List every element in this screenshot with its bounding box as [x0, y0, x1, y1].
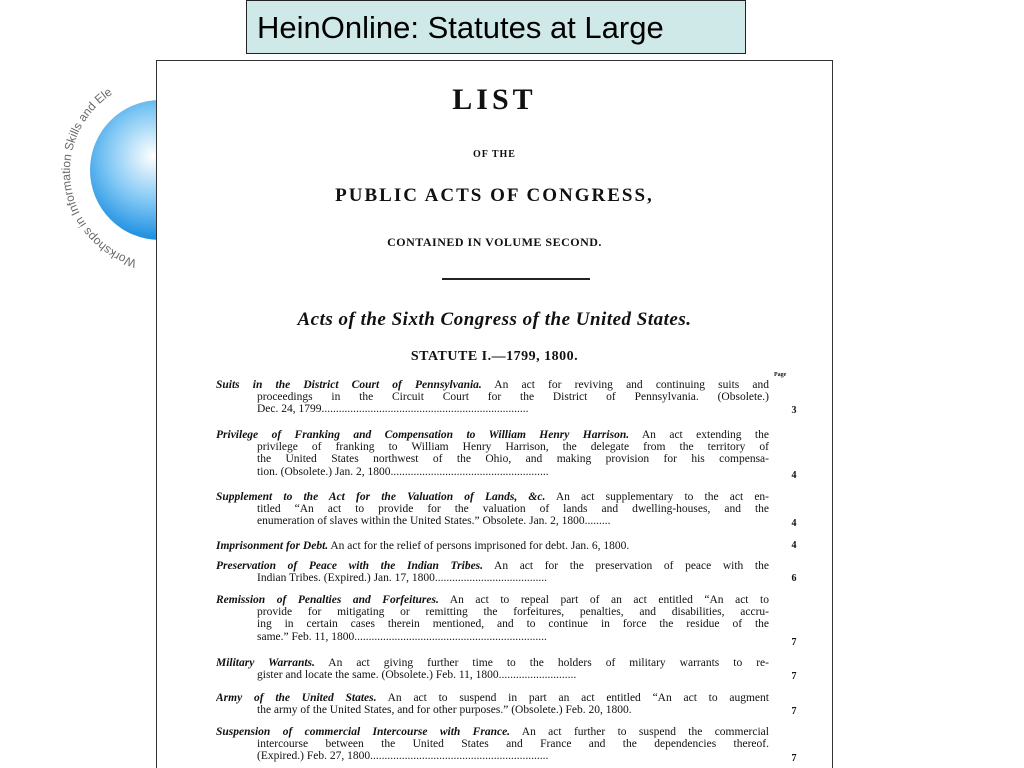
- act-text: An act supplementary to the act en-: [545, 491, 769, 503]
- act-text: provide for mitigating or remitting the forfeitures, penalties, and disabilities, accru-: [257, 606, 769, 619]
- act-text: gister and locate the same. (Obsolete.) Feb. 11, 1800...........................: [257, 669, 577, 682]
- act-text: titled “An act to provide for the valuation of lands and dwelling-houses, and the: [257, 503, 769, 516]
- act-entry: [216, 657, 769, 681]
- heading-divider: [442, 278, 590, 280]
- page-number: 4: [791, 540, 797, 551]
- act-entry: [216, 560, 769, 584]
- act-entry: [216, 692, 769, 716]
- heading-public-acts: PUBLIC ACTS OF CONGRESS,: [335, 185, 654, 206]
- act-entry: [216, 726, 769, 763]
- act-text: An act to repeal part of an act entitled “An act to: [438, 594, 769, 606]
- heading-of-the: OF THE: [473, 149, 516, 160]
- act-text: the army of the United States, and for other purposes.” (Obsolete.) Feb. 20, 1800.: [257, 704, 632, 717]
- act-entry: [216, 491, 769, 528]
- heading-statute: STATUTE I.—1799, 1800.: [410, 349, 579, 364]
- page-column-label: Page: [774, 372, 787, 378]
- act-text: An act for the relief of persons imprisoned for debt. Jan. 6, 1800.: [328, 540, 630, 552]
- page-number: 7: [791, 753, 797, 764]
- act-text: ing in certain cases therein mentioned, and to continue in force the residue of the: [257, 618, 769, 631]
- act-text: (Expired.) Feb. 27, 1800..............................................................: [257, 750, 549, 763]
- act-text: An act for reviving and continuing suits and: [481, 379, 769, 391]
- act-entry: [216, 540, 769, 552]
- act-title: Suits in the District Court of Pennsylvania.: [216, 379, 482, 391]
- act-text: An act to suspend in part an act entitled “An act to augment: [376, 692, 769, 704]
- act-title: Military Warrants.: [216, 657, 315, 669]
- act-entry: [216, 379, 769, 416]
- heading-contained: CONTAINED IN VOLUME SECOND.: [387, 235, 602, 249]
- act-title: Supplement to the Act for the Valuation of Lands, &c.: [216, 491, 546, 503]
- page-number: 6: [791, 573, 797, 584]
- act-text: tion. (Obsolete.) Jan. 2, 1800.......................................................: [257, 465, 549, 478]
- act-text: enumeration of slaves within the United States.” Obsolete. Jan. 2, 1800.........: [257, 515, 611, 528]
- page-number: 7: [791, 706, 797, 717]
- page-number: 4: [791, 470, 797, 481]
- slide-title: HeinOnline: Statutes at Large: [246, 0, 746, 54]
- statute-page-scan: [156, 60, 833, 768]
- logo-globe: [90, 100, 162, 240]
- act-text: Indian Tribes. (Expired.) Jan. 17, 1800.......................................: [257, 572, 548, 585]
- act-entry: [216, 594, 769, 643]
- act-title: Privilege of Franking and Compensation to William Henry Harrison.: [216, 429, 630, 441]
- page-number: 3: [791, 405, 797, 416]
- act-text: An act extending the: [629, 429, 769, 441]
- act-text: same.” Feb. 11, 1800...................................................................: [257, 630, 547, 643]
- act-text: intercourse between the United States and France and the dependencies thereof.: [257, 738, 769, 751]
- act-text: An act giving further time to the holders of military warrants to re-: [314, 657, 769, 669]
- act-text: privilege of franking to William Henry Harrison, the delegate from the territory of: [257, 441, 769, 454]
- act-text: Dec. 24, 1799........................................................................: [257, 403, 529, 416]
- act-text: An act further to suspend the commercial: [510, 726, 769, 738]
- act-title: Remission of Penalties and Forfeitures.: [216, 594, 439, 606]
- act-text: proceedings in the Circuit Court for the District of Pennsylvania. (Obsolete.): [257, 391, 769, 404]
- page-number: 4: [791, 518, 797, 529]
- act-text: the United States northwest of the Ohio, and making provision for his compensa-: [257, 453, 769, 466]
- act-title: Army of the United States.: [216, 692, 377, 704]
- logo-text: Workshops in Information Skills and Ele: [58, 84, 139, 270]
- act-title: Suspension of commercial Intercourse with France.: [216, 726, 511, 738]
- act-entry: [216, 429, 769, 478]
- act-title: Imprisonment for Debt.: [216, 540, 329, 552]
- page-number: 7: [791, 671, 797, 682]
- act-title: Preservation of Peace with the Indian Tribes.: [216, 560, 484, 572]
- page-number: 7: [791, 637, 797, 648]
- heading-acts-sixth-congress: Acts of the Sixth Congress of the United States.: [297, 309, 692, 330]
- workshops-logo: [52, 60, 162, 270]
- heading-list: LIST: [452, 83, 537, 116]
- act-text: An act for the preservation of peace with the: [483, 560, 769, 572]
